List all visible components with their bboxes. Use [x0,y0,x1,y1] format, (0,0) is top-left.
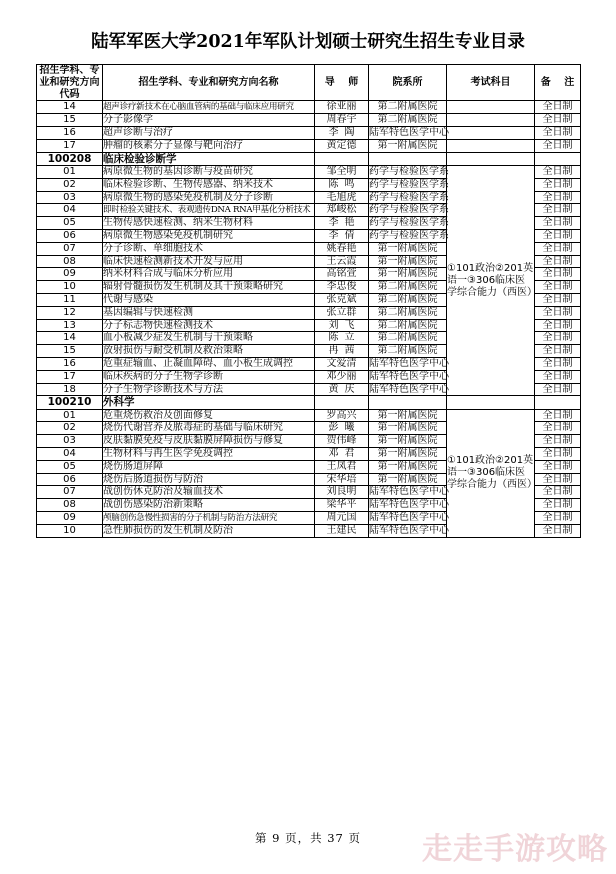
cell-department: 第一附属医院 [369,448,447,461]
column-header-note: 备 注 [535,65,581,101]
cell-advisor: 邓君 [315,448,369,461]
cell-advisor: 李陶 [315,126,369,139]
cell-department: 第二附属医院 [369,114,447,127]
column-header-exam: 考试科目 [447,65,535,101]
cell-exam-empty [447,126,535,139]
cell-department: 陆军特色医学中心 [369,383,449,395]
cell-name: 危重烧伤救治及创面修复 [103,409,315,422]
cell-code: 15 [37,114,103,127]
watermark: 走走手游攻略 [422,832,608,867]
cell-code: 16 [37,126,103,139]
cell-department: 陆军特色医学中心 [369,524,449,536]
cell-advisor: 邹全明 [315,165,369,178]
cell-code: 12 [37,306,103,319]
cell-name: 烧伤肠道屏障 [103,460,315,473]
cell-code: 07 [37,486,103,499]
cell-note: 全日制 [535,319,581,332]
cell-department: 第一附属医院 [369,139,447,152]
cell-code: 09 [37,268,103,281]
table-row [37,126,581,139]
cell-advisor: 邓少丽 [315,370,369,383]
cell-advisor: 黄庆 [315,383,369,396]
table-row [37,409,581,422]
cell-department: 药学与检验医学系 [369,165,449,177]
major-heading-row [37,396,581,409]
cell-department: 第一附属医院 [369,435,447,448]
cell-code: 03 [37,191,103,204]
cell-code: 15 [37,345,103,358]
cell-code: 01 [37,409,103,422]
cell-department: 第一附属医院 [369,422,447,435]
header-row [37,65,581,101]
cell-exam-subjects: ①101政治②201英语一③306临床医学综合能力（西医） [447,409,535,537]
cell-department: 陆军特色医学中心 [369,370,449,382]
cell-department: 陆军特色医学中心 [369,512,449,524]
cell-name: 即时检验关键技术、表观遗传DNA RNA甲基化分析技术 [103,204,315,217]
cell-code: 04 [37,204,103,217]
cell-name: 病原微生物感染免疫机制研究 [103,229,315,242]
cell-name: 临床检验诊断学 [103,152,315,165]
cell-code: 05 [37,217,103,230]
cell-name: 基因编辑与快速检测 [103,306,315,319]
cell-code: 16 [37,357,103,370]
cell-exam-empty [447,114,535,127]
cell-advisor: 梁华平 [315,499,369,512]
cell-code: 14 [37,332,103,345]
table-body [37,101,581,537]
cell-code: 17 [37,139,103,152]
cell-exam-empty [447,139,535,152]
cell-department: 第二附属医院 [369,306,447,319]
cell-code: 02 [37,422,103,435]
cell-note: 全日制 [535,357,581,370]
cell-note: 全日制 [535,448,581,461]
cell-note: 全日制 [535,101,581,114]
cell-note: 全日制 [535,435,581,448]
cell-department: 药学与检验医学系 [369,204,449,216]
cell-advisor [315,152,369,165]
cell-advisor: 王云霞 [315,255,369,268]
cell-advisor: 李艳 [315,217,369,230]
cell-note: 全日制 [535,422,581,435]
cell-advisor: 黄定德 [315,139,369,152]
cell-advisor: 姚春艳 [315,242,369,255]
cell-advisor: 贺伟峰 [315,435,369,448]
cell-name: 皮肤黏膜免疫与皮肤黏膜屏障损伤与修复 [103,435,315,448]
cell-note: 全日制 [535,178,581,191]
cell-code: 08 [37,255,103,268]
cell-advisor [315,396,369,409]
cell-code: 18 [37,383,103,396]
cell-code: 10 [37,281,103,294]
cell-name: 外科学 [103,396,315,409]
cell-note: 全日制 [535,114,581,127]
cell-name: 急性肺损伤的发生机制及防治 [103,524,315,537]
cell-name: 超声诊疗新技术在心脑血管病的基础与临床应用研究 [103,101,315,114]
cell-code: 100210 [37,396,103,409]
cell-department: 药学与检验医学系 [369,217,449,229]
cell-advisor: 冉茜 [315,345,369,358]
cell-note: 全日制 [535,345,581,358]
cell-department: 第一附属医院 [369,460,447,473]
cell-exam-empty [447,396,535,409]
cell-code: 07 [37,242,103,255]
cell-name: 分子诊断、单细胞技术 [103,242,315,255]
cell-note: 全日制 [535,486,581,499]
cell-department: 药学与检验医学系 [369,191,449,203]
cell-name: 战创伤感染防治新策略 [103,499,315,512]
cell-department: 第二附属医院 [369,319,447,332]
cell-advisor: 张克斌 [315,293,369,306]
cell-name: 辐射骨髓损伤发生机制及其干预策略研究 [103,281,315,294]
cell-advisor: 陈鸣 [315,178,369,191]
cell-advisor: 文爱清 [315,357,369,370]
cell-name: 分子标志物快速检测技术 [103,319,315,332]
major-heading-row [37,152,581,165]
cell-note: 全日制 [535,383,581,396]
cell-code: 09 [37,512,103,525]
cell-name: 病原微生物的感染免疫机制及分子诊断 [103,191,315,204]
cell-department: 陆军特色医学中心 [369,499,449,511]
cell-note: 全日制 [535,499,581,512]
cell-exam-subjects: ①101政治②201英语一③306临床医学综合能力（西医） [447,165,535,395]
cell-note: 全日制 [535,268,581,281]
cell-note: 全日制 [535,524,581,537]
cell-advisor: 刘飞 [315,319,369,332]
cell-department: 第二附属医院 [369,293,447,306]
cell-note: 全日制 [535,126,581,139]
cell-department: 第二附属医院 [369,332,447,345]
cell-code: 11 [37,293,103,306]
cell-note: 全日制 [535,281,581,294]
cell-department [369,152,447,165]
cell-note: 全日制 [535,306,581,319]
cell-name: 危重症输血、止凝血障碍、血小板生成调控 [103,357,315,370]
cell-advisor: 张立群 [315,306,369,319]
page-title: 陆军军医大学2021年军队计划硕士研究生招生专业目录 [91,32,525,52]
cell-department: 第二附属医院 [369,345,447,358]
cell-advisor: 王建民 [315,524,369,537]
cell-code: 06 [37,473,103,486]
cell-note: 全日制 [535,255,581,268]
cell-code: 10 [37,524,103,537]
cell-name: 临床快速检测新技术开发与应用 [103,255,315,268]
cell-department [369,396,447,409]
cell-advisor: 徐亚丽 [315,101,369,114]
cell-name: 战创伤休克防治及输血技术 [103,486,315,499]
cell-department: 第一附属医院 [369,242,447,255]
cell-advisor: 刘良明 [315,486,369,499]
column-header-department: 院系所 [369,65,447,101]
cell-name: 颅脑创伤急慢性损害的分子机制与防治方法研究 [103,512,315,525]
cell-name: 病原微生物的基因诊断与疫苗研究 [103,165,315,178]
page-footer: 第 9 页，共 37 页 [254,831,362,845]
cell-advisor: 彭曦 [315,422,369,435]
cell-advisor: 王凤君 [315,460,369,473]
cell-advisor: 郑峻松 [315,204,369,217]
cell-name: 纳米材料合成与临床分析应用 [103,268,315,281]
cell-advisor: 罗高兴 [315,409,369,422]
cell-department: 陆军特色医学中心 [369,357,449,369]
cell-name: 肿瘤的核素分子显像与靶向治疗 [103,139,315,152]
cell-note: 全日制 [535,332,581,345]
cell-advisor: 高铭萱 [315,268,369,281]
cell-department: 第一附属医院 [369,473,447,486]
cell-name: 分子影像学 [103,114,315,127]
cell-code: 06 [37,229,103,242]
cell-exam-empty [447,152,535,165]
cell-note: 全日制 [535,204,581,217]
cell-note: 全日制 [535,409,581,422]
cell-code: 14 [37,101,103,114]
column-header-advisor: 导 师 [315,65,369,101]
table-header [37,65,581,101]
cell-advisor: 李忠俊 [315,281,369,294]
cell-advisor: 毛旭虎 [315,191,369,204]
cell-name: 放射损伤与耐受机制及救治策略 [103,345,315,358]
cell-code: 08 [37,499,103,512]
cell-note: 全日制 [535,229,581,242]
cell-department: 陆军特色医学中心 [369,486,449,498]
cell-department: 第二附属医院 [369,281,447,294]
cell-code: 04 [37,448,103,461]
table-row [37,114,581,127]
cell-department: 第一附属医院 [369,409,447,422]
table-row [37,101,581,114]
cell-name: 临床疾病的分子生物学诊断 [103,370,315,383]
cell-name: 烧伤后肠道损伤与防治 [103,473,315,486]
cell-code: 100208 [37,152,103,165]
cell-name: 分子生物学诊断技术与方法 [103,383,315,396]
cell-advisor: 宋华培 [315,473,369,486]
cell-name: 烧伤代谢营养及脓毒症的基础与临床研究 [103,422,315,435]
cell-code: 05 [37,460,103,473]
cell-name: 代谢与感染 [103,293,315,306]
cell-name: 临床检验诊断、生物传感器、纳米技术 [103,178,315,191]
cell-note [535,152,581,165]
cell-department: 第二附属医院 [369,101,447,114]
cell-department: 第一附属医院 [369,255,447,268]
cell-name: 血小板减少症发生机制与干预策略 [103,332,315,345]
table-row [37,165,581,178]
cell-advisor: 周春宇 [315,114,369,127]
cell-note: 全日制 [535,473,581,486]
cell-code: 03 [37,435,103,448]
cell-code: 17 [37,370,103,383]
cell-note: 全日制 [535,139,581,152]
cell-code: 02 [37,178,103,191]
cell-department: 陆军特色医学中心 [369,126,449,138]
cell-code: 13 [37,319,103,332]
cell-department: 药学与检验医学系 [369,229,449,241]
cell-note: 全日制 [535,217,581,230]
cell-advisor: 李倩 [315,229,369,242]
cell-name: 生物材料与再生医学免疫调控 [103,448,315,461]
cell-name: 生物传感快速检测、纳米生物材料 [103,217,315,230]
cell-note: 全日制 [535,512,581,525]
cell-code: 01 [37,165,103,178]
cell-advisor: 陈立 [315,332,369,345]
cell-name: 超声诊断与治疗 [103,126,315,139]
column-header-name: 招生学科、专业和研究方向名称 [103,65,315,101]
cell-exam-empty [447,101,535,114]
cell-note [535,396,581,409]
cell-department: 药学与检验医学系 [369,178,449,190]
cell-note: 全日制 [535,293,581,306]
cell-note: 全日制 [535,165,581,178]
table-row [37,139,581,152]
cell-department: 第一附属医院 [369,268,447,281]
admissions-catalog-table [36,64,581,538]
column-header-code: 招生学科、专业和研究方向代码 [37,65,103,101]
cell-advisor: 周元国 [315,512,369,525]
cell-note: 全日制 [535,460,581,473]
cell-note: 全日制 [535,191,581,204]
cell-note: 全日制 [535,370,581,383]
cell-note: 全日制 [535,242,581,255]
